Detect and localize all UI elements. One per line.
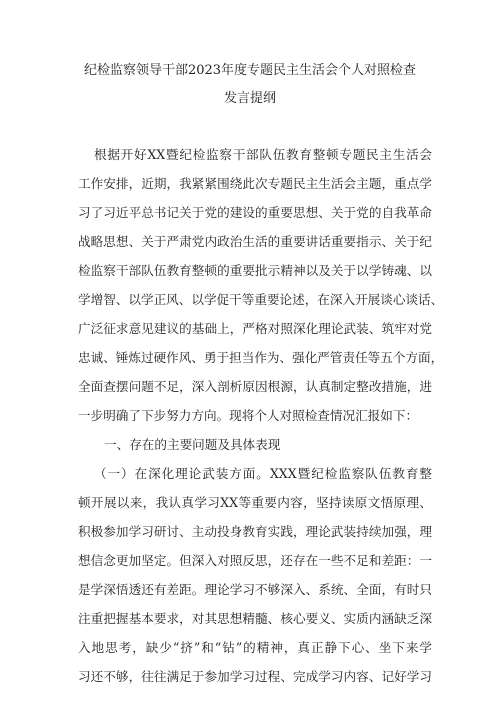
paragraph-2-line: 积极参加学习研讨、主动投身教育实践，理论武装持续加强，理 — [78, 524, 432, 539]
paragraph-2-line: （一）在深化理论武装方面。XXX暨纪检监察队伍教育整 — [94, 466, 432, 481]
paragraph-2-line: 顿开展以来，我认真学习XX等重要内容，坚持读原文悟原理、 — [78, 495, 432, 510]
section-1-heading: 一、存在的主要问题及具体表现 — [104, 437, 281, 452]
paragraph-1-line: 检监察干部队伍教育整顿的重要批示精神以及关于以学铸魂、以 — [78, 263, 432, 278]
document-title-line-1: 纪检监察领导干部2023年度专题民主生活会个人对照检查 — [83, 63, 417, 78]
paragraph-2-line: 习还不够，往往满足于参加学习过程、完成学习内容、记好学习 — [78, 669, 432, 684]
paragraph-1-line: 根据开好XX暨纪检监察干部队伍教育整顿专题民主生活会 — [94, 147, 432, 162]
paragraph-2-line: 想信念更加坚定。但深入对照反思，还存在一些不足和差距：一 — [78, 553, 432, 568]
paragraph-2-line: 入地思考，缺少“挤”和“钻”的精神，真正静下心、坐下来学 — [78, 640, 432, 655]
paragraph-2-line: 是学深悟透还有差距。理论学习不够深入、系统、全面，有时只 — [78, 582, 432, 597]
paragraph-1-line: 忠诚、锤炼过硬作风、勇于担当作为、强化严管责任等五个方面， — [78, 350, 444, 365]
paragraph-2-line: 注重把握基本要求，对其思想精髓、核心要义、实质内涵缺乏深 — [78, 611, 432, 626]
paragraph-1-line: 广泛征求意见建议的基础上，严格对照深化理论武装、筑牢对党 — [78, 321, 432, 336]
paragraph-1-line: 工作安排，近期，我紧紧围绕此次专题民主生活会主题，重点学 — [78, 176, 432, 191]
paragraph-1-line: 一步明确了下步努力方向。现将个人对照检查情况汇报如下： — [78, 408, 419, 423]
paragraph-1-line: 战略思想、关于严肃党内政治生活的重要讲话重要指示、关于纪 — [78, 234, 432, 249]
paragraph-1-line: 习了习近平总书记关于党的建设的重要思想、关于党的自我革命 — [78, 205, 432, 220]
document-title-line-2: 发言提纲 — [223, 91, 276, 106]
paragraph-1-line: 全面查摆问题不足，深入剖析原因根源，认真制定整改措施，进 — [78, 379, 432, 394]
paragraph-1-line: 学增智、以学正风、以学促干等重要论述，在深入开展谈心谈话、 — [78, 292, 444, 307]
